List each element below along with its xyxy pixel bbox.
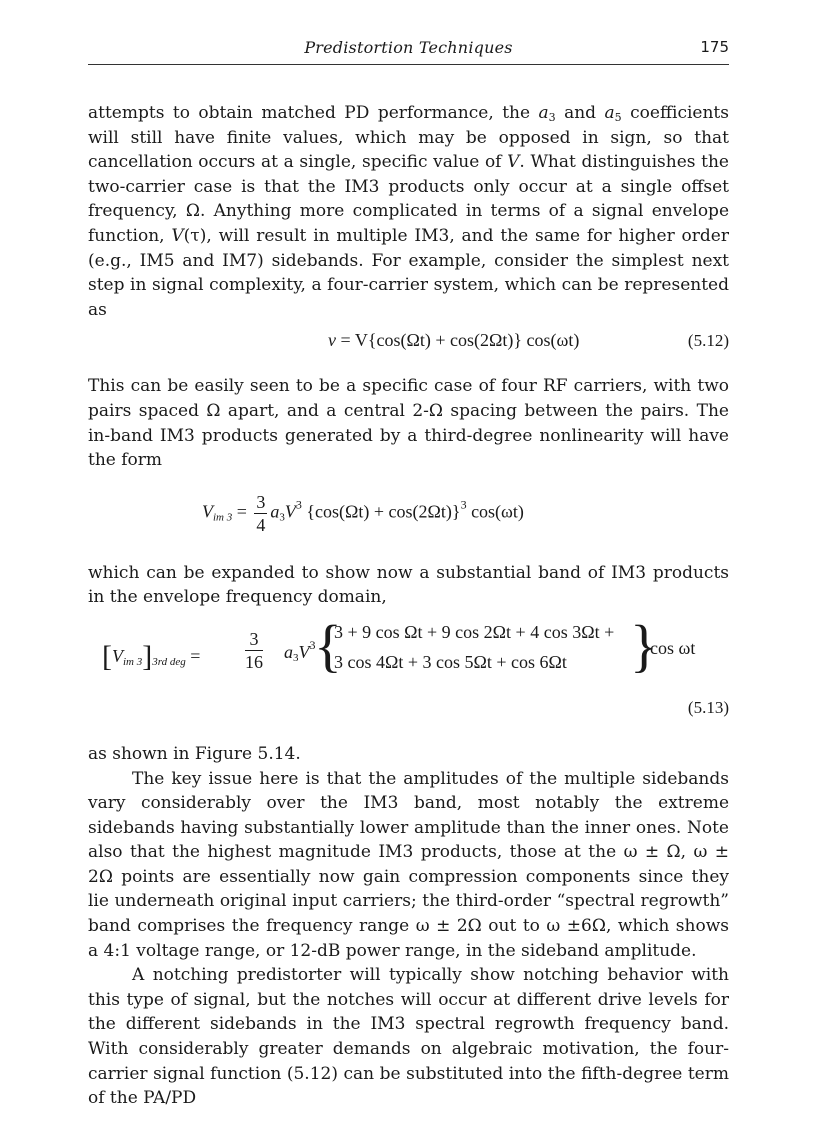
equation-5-13-tail: cos ωt [650, 637, 696, 658]
equation-5-13 [88, 610, 729, 742]
header-rule [88, 64, 729, 65]
paragraph-5: The key issue here is that the amplitudes of the multiple sidebands vary considerably over the IM3 band, most notably the extreme sidebands having substantially lower amplitude than the inner ones. Note also that the highest magnitude IM3 products, those at the ω ± Ω, ω ± 2Ω points are essentially now gain compression components since they lie underneath original input carriers; the third-order “spectral regrowth” band comprises the frequency range ω ± 2Ω out to ω ±6Ω, which shows a 4:1 voltage range, or 12-dB power range, in the sideband amplitude. [88, 768, 729, 961]
equation-number-5-12: (5.12) [687, 331, 729, 351]
equation-5-12 [88, 322, 729, 374]
body-text [88, 101, 729, 1111]
equation-number-5-13: (5.13) [687, 697, 729, 717]
coefficient: $a_3V^3$ [284, 637, 316, 664]
right-brace: } [630, 612, 658, 678]
fraction: $\frac{3}{4}$ [256, 491, 266, 535]
equation-5-13-line-1: 3 + 9 cos Ωt + 9 cos 2Ωt + 4 cos 3Ωt + [334, 621, 615, 642]
fraction: $\frac{3}{16}$ [245, 628, 263, 672]
paragraph-4: as shown in Figure 5.14. [88, 743, 301, 764]
equation-vim3 [88, 473, 729, 561]
paragraph-6: A notching predistorter will typically show notching behavior with this type of signal, but the notches will occur at different drive levels for the different sidebands in the IM3 spectral regrowth frequency band. With considerably greater demands on algebraic motivation, the four-carrier signal function (5.12) can be substituted into the fifth-degree term of the PA/PD [88, 965, 729, 1109]
equation-5-13-lhs: $[V_{im 3}]_{3rd deg}$ = [102, 639, 201, 673]
left-brace: { [314, 612, 342, 678]
equation-vim3-expression: $V_{im 3}$ = $\frac{3}{4}$ $a_3V^3$ $\{\cos(\Omega t) + \cos(2\Omega t)\}^3$ cos(ωt) [202, 491, 524, 535]
running-title: Predistortion Techniques [304, 38, 513, 57]
equation-5-12-expression: v = V{cos(Ωt) + cos(2Ωt)} cos(ωt) [328, 330, 580, 351]
page-number: 175 [700, 38, 729, 56]
paragraph-1: attempts to obtain matched PD performance, the $a_3$ and $a_5$ coefficients will still have finite values, which may be opposed in sign, so that cancellation occurs at a single, specific value of V. What distinguishes the two-carrier case is that the IM3 products only occur at a single offset frequency, Ω. Anything more complicated in terms of a signal envelope function, V(τ), will result in multiple IM3, and the same for higher order (e.g., IM5 and IM7) sidebands. For example, consider the simplest next step in signal complexity, a four-carrier system, which can be represented as [88, 103, 729, 320]
paragraph-2: This can be easily seen to be a specific case of four RF carriers, with two pairs spaced Ω apart, and a central 2-Ω spacing between the pairs. The in-band IM3 products generated by a third-degree nonlinearity will have the form [88, 376, 729, 471]
paragraph-3: which can be expanded to show now a substantial band of IM3 products in the envelope frequency domain, [88, 562, 729, 608]
equation-5-13-line-2: 3 cos 4Ωt + 3 cos 5Ωt + cos 6Ωt [334, 651, 567, 672]
running-head [88, 36, 729, 66]
